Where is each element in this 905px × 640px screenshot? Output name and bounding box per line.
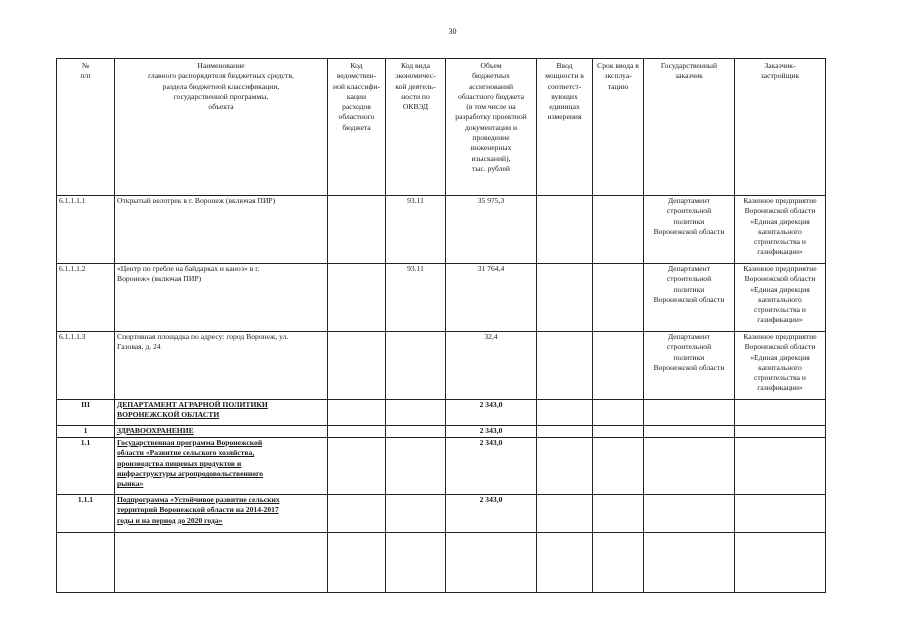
row-developer: Казенное предприятие Воронежской области «Единая дирекция капитального строительства и газификации»: [735, 332, 826, 400]
header-capacity: Ввод мощности в соответст- вующих единицах измерения: [537, 59, 593, 196]
row-okved: 93.11: [386, 264, 446, 332]
row-term: [593, 264, 644, 332]
row-customer: [644, 400, 735, 426]
header-customer: Государственный заказчик: [644, 59, 735, 196]
header-developer: Заказчик- застройщик: [735, 59, 826, 196]
row-term: [593, 495, 644, 533]
row-okved: [386, 400, 446, 426]
row-volume: 2 343,0: [446, 426, 537, 438]
row-name: Открытый велотрек в г. Воронеж (включая ПИР): [115, 196, 328, 264]
row-capacity: [537, 495, 593, 533]
row-dept-code: [328, 426, 386, 438]
empty-cell: [593, 533, 644, 593]
row-customer: Департамент строительной политики Воронежской области: [644, 332, 735, 400]
row-okved: 93.11: [386, 196, 446, 264]
row-dept-code: [328, 264, 386, 332]
row-volume: 32,4: [446, 332, 537, 400]
row-okved: [386, 495, 446, 533]
empty-cell: [446, 533, 537, 593]
row-number: 6.1.1.1.2: [57, 264, 115, 332]
row-capacity: [537, 332, 593, 400]
table-row: [57, 196, 826, 264]
row-customer: [644, 426, 735, 438]
header-volume: Объем бюджетных ассигнований областного бюджета (в том числе на разработку проектной документации и проведение инженерных изысканий), тыс. рублей: [446, 59, 537, 196]
header-name: Наименование главного распорядителя бюджетных средств, раздела бюджетной классификации, государственной программы, объекта: [115, 59, 328, 196]
section-row: [57, 426, 826, 438]
empty-cell: [735, 533, 826, 593]
header-term: Срок ввода в эксплуа- тацию: [593, 59, 644, 196]
empty-cell: [386, 533, 446, 593]
row-dept-code: [328, 438, 386, 495]
row-term: [593, 438, 644, 495]
row-okved: [386, 332, 446, 400]
row-developer: [735, 438, 826, 495]
section-row: [57, 400, 826, 426]
row-customer: Департамент строительной политики Воронежской области: [644, 196, 735, 264]
row-term: [593, 196, 644, 264]
header-okved: Код вида экономичес- кой деятель- ности по ОКВЭД: [386, 59, 446, 196]
row-developer: [735, 495, 826, 533]
row-number: 1.1.1: [57, 495, 115, 533]
row-volume: 2 343,0: [446, 495, 537, 533]
row-developer: [735, 400, 826, 426]
row-name: Спортивная площадка по адресу: город Воронеж, ул. Газовая, д. 24: [115, 332, 328, 400]
row-name: ЗДРАВООХРАНЕНИЕ: [115, 426, 328, 438]
row-term: [593, 332, 644, 400]
row-volume: 31 764,4: [446, 264, 537, 332]
row-developer: Казенное предприятие Воронежской области «Единая дирекция капитального строительства и газификации»: [735, 264, 826, 332]
row-volume: 2 343,0: [446, 400, 537, 426]
row-number: 6.1.1.1.1: [57, 196, 115, 264]
row-term: [593, 400, 644, 426]
row-customer: Департамент строительной политики Воронежской области: [644, 264, 735, 332]
empty-cell: [57, 533, 115, 593]
row-dept-code: [328, 196, 386, 264]
row-capacity: [537, 426, 593, 438]
table-row: [57, 332, 826, 400]
empty-cell: [115, 533, 328, 593]
row-customer: [644, 495, 735, 533]
row-capacity: [537, 400, 593, 426]
row-capacity: [537, 264, 593, 332]
subprogram-row: [57, 495, 826, 533]
row-volume: 2 343,0: [446, 438, 537, 495]
empty-cell: [537, 533, 593, 593]
row-name: Государственная программа Воронежской области «Развитие сельского хозяйства, производства пищевых продуктов и инфраструктуры агропродовольственного рынка»: [115, 438, 328, 495]
row-number: 1: [57, 426, 115, 438]
row-developer: Казенное предприятие Воронежской области «Единая дирекция капитального строительства и газификации»: [735, 196, 826, 264]
page-number: 30: [448, 27, 457, 36]
empty-row: [57, 533, 826, 593]
row-volume: 35 975,3: [446, 196, 537, 264]
header-number: № п/п: [57, 59, 115, 196]
row-capacity: [537, 438, 593, 495]
row-okved: [386, 426, 446, 438]
program-row: [57, 438, 826, 495]
header-dept-code: Код ведомствен- ной классифи- кации расходов областного бюджета: [328, 59, 386, 196]
row-term: [593, 426, 644, 438]
row-name: «Центр по гребле на байдарках и каноэ» в г. Воронеж» (включая ПИР): [115, 264, 328, 332]
row-dept-code: [328, 400, 386, 426]
empty-cell: [328, 533, 386, 593]
row-dept-code: [328, 332, 386, 400]
empty-cell: [644, 533, 735, 593]
row-name: ДЕПАРТАМЕНТ АГРАРНОЙ ПОЛИТИКИ ВОРОНЕЖСКОЙ ОБЛАСТИ: [115, 400, 328, 426]
header-row: [57, 59, 826, 196]
investment-objects-table: [56, 58, 826, 593]
table-row: [57, 264, 826, 332]
row-customer: [644, 438, 735, 495]
row-capacity: [537, 196, 593, 264]
row-number: 6.1.1.1.3: [57, 332, 115, 400]
row-name: Подпрограмма «Устойчивое развитие сельских территорий Воронежской области на 2014-2017 годы и на период до 2020 года»: [115, 495, 328, 533]
row-number: 1.1: [57, 438, 115, 495]
row-okved: [386, 438, 446, 495]
row-dept-code: [328, 495, 386, 533]
row-number: III: [57, 400, 115, 426]
row-developer: [735, 426, 826, 438]
